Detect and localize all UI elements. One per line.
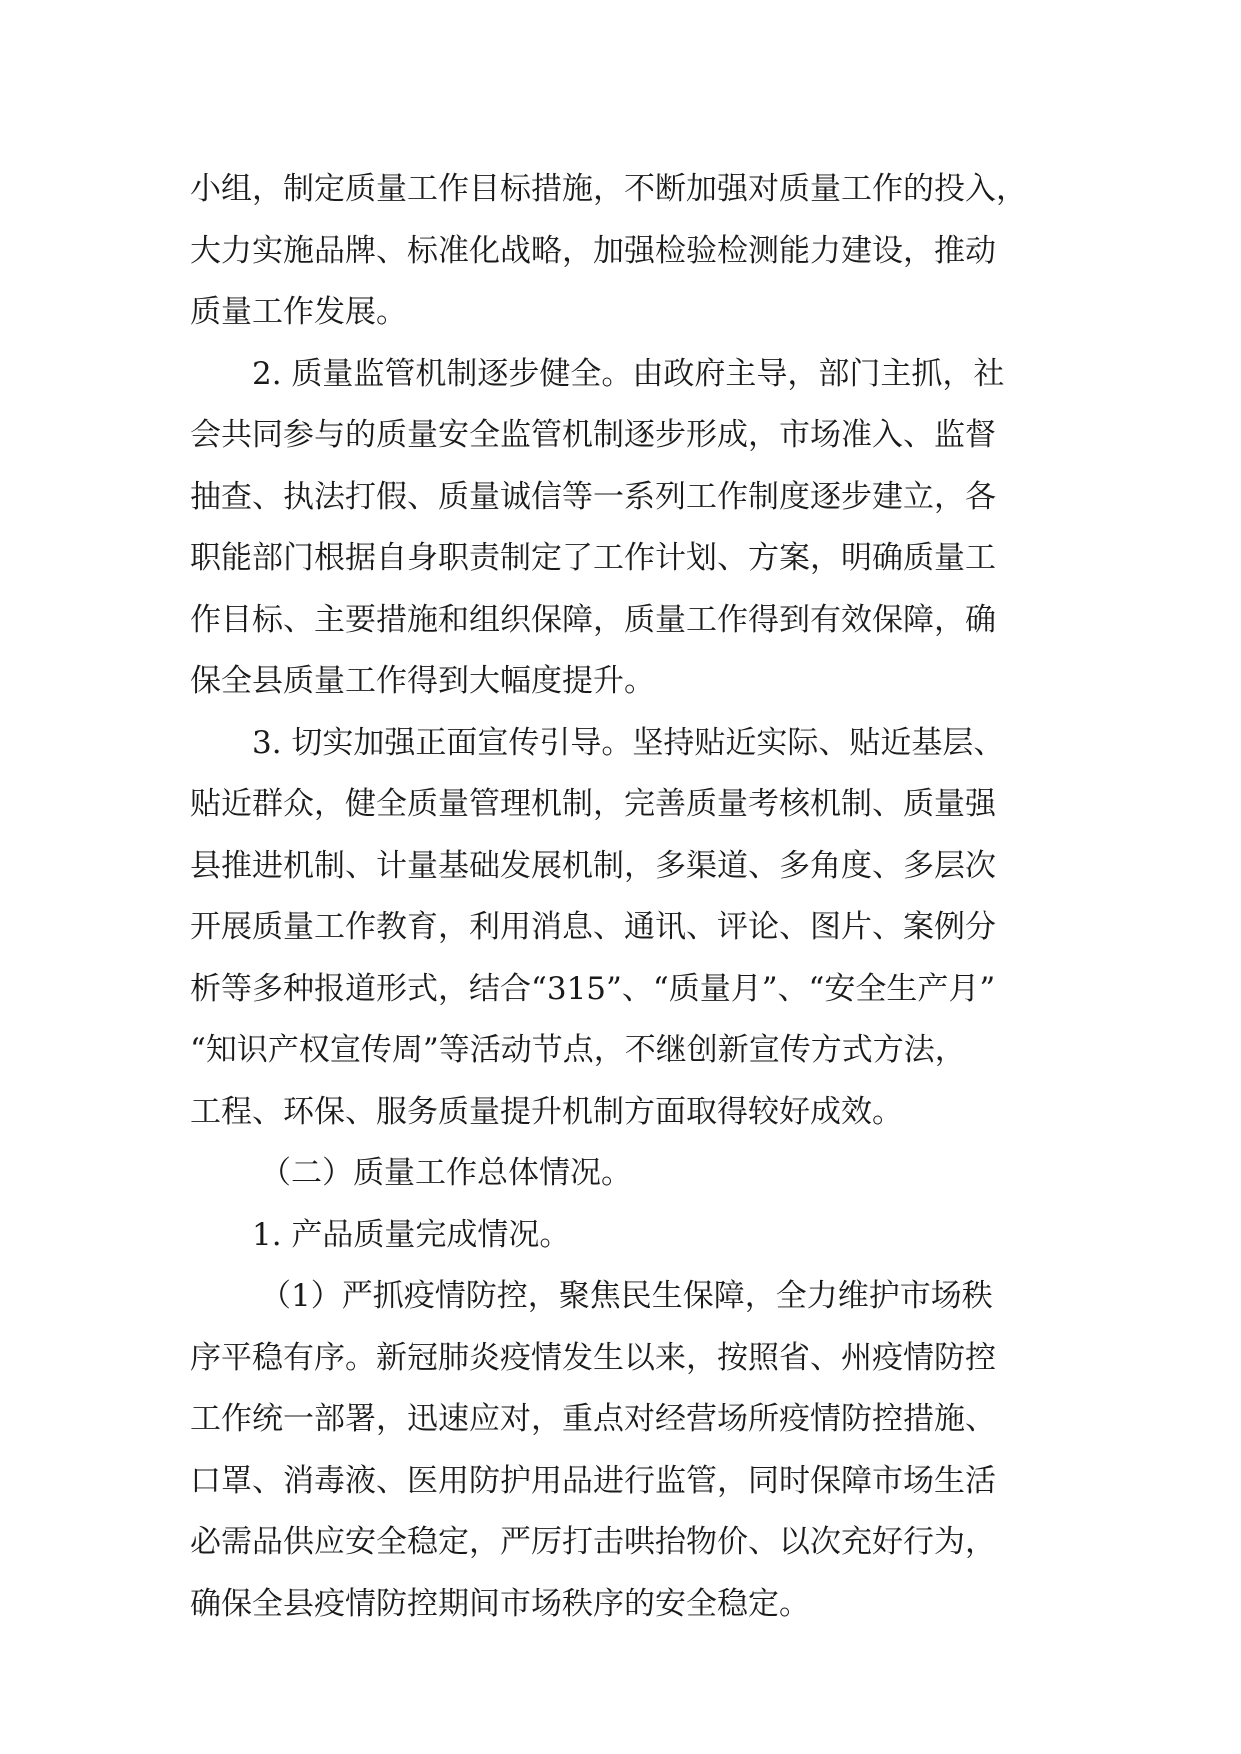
text-line: 口罩、消毒液、医用防护用品进行监管，同时保障市场生活 (190, 1462, 996, 1499)
text-line: 质量工作发展。 (190, 294, 407, 330)
text-line: 必需品供应安全稳定，严厉打击哄抬物价、以次充好行为， (190, 1524, 996, 1560)
text-line: 保全县质量工作得到大幅度提升。 (190, 663, 655, 699)
text-line: 析等多种报道形式，结合“315”、“质量月”、“安全生产月” (190, 970, 996, 1007)
subsection-heading: 1. 产品质量完成情况。 (252, 1216, 571, 1253)
section-heading: （二）质量工作总体情况。 (260, 1155, 632, 1191)
text-line: “知识产权宣传周”等活动节点，不继创新宣传方式方法， (190, 1032, 966, 1068)
paragraph-start: （1）严抓疫情防控，聚焦民生保障，全力维护市场秩 (260, 1278, 993, 1314)
paragraph-heading-3: 3. 切实加强正面宣传引导。坚持贴近实际、贴近基层、 (252, 724, 1005, 761)
text-line: 确保全县疫情防控期间市场秩序的安全稳定。 (190, 1585, 810, 1622)
text-line: 贴近群众，健全质量管理机制，完善质量考核机制、质量强 (190, 786, 996, 822)
text-line: 开展质量工作教育，利用消息、通讯、评论、图片、案例分 (190, 909, 996, 945)
text-line: 序平稳有序。新冠肺炎疫情发生以来，按照省、州疫情防控 (190, 1339, 996, 1376)
paragraph-heading-2: 2. 质量监管机制逐步健全。由政府主导，部门主抓，社 (252, 355, 1005, 392)
text-line: 工作统一部署，迅速应对，重点对经营场所疫情防控措施、 (190, 1401, 996, 1437)
text-line: 抽查、执法打假、质量诚信等一系列工作制度逐步建立，各 (190, 478, 996, 515)
text-line: 工程、环保、服务质量提升机制方面取得较好成效。 (190, 1093, 903, 1130)
text-line: 作目标、主要措施和组织保障，质量工作得到有效保障，确 (190, 601, 996, 638)
text-line: 职能部门根据自身职责制定了工作计划、方案，明确质量工 (190, 540, 996, 576)
text-line: 县推进机制、计量基础发展机制，多渠道、多角度、多层次 (190, 847, 996, 884)
document-body (190, 159, 1090, 1635)
text-line: 小组，制定质量工作目标措施，不断加强对质量工作的投入， (190, 171, 1027, 207)
text-line: 大力实施品牌、标准化战略，加强检验检测能力建设，推动 (190, 232, 996, 269)
text-line: 会共同参与的质量安全监管机制逐步形成，市场准入、监督 (190, 417, 996, 453)
